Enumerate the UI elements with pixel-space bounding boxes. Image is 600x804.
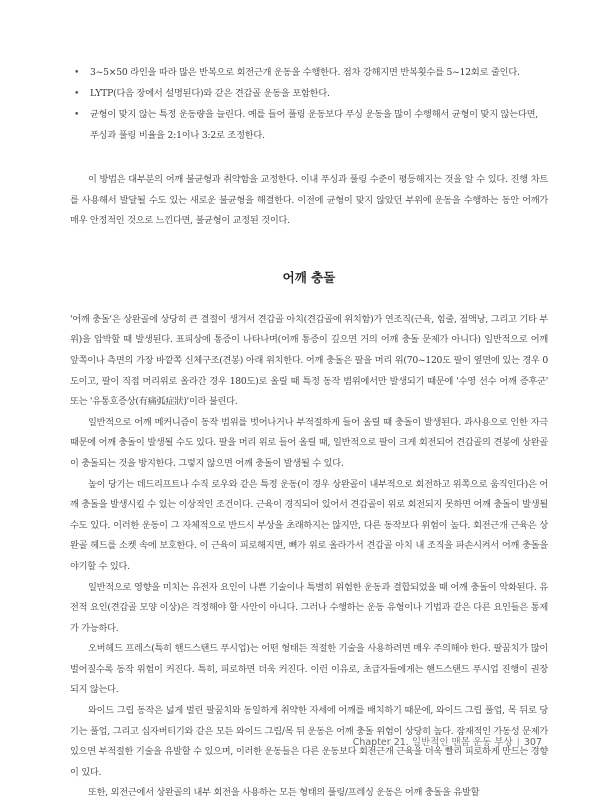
footer-chapter: Chapter 21. 일반적인 맨몸 운동 부상 — [352, 737, 513, 748]
page-number: 307 — [523, 737, 542, 748]
body-paragraph: '어깨 충돌'은 상완골에 상당히 큰 결절이 생겨서 견갑골 아치(견갑골에 위치함)가 연조직(근육, 힘줄, 점액낭, 그리고 기타 부위)을 압박할 때 발생된다. 표피상에 통증이 나타나며(어깨 통증이 깊으면 거의 어깨 충돌 문제가 아니다) 일반적으로 어깨 앞쪽이나 측면의 가장 바깥쪽 신체구조(견봉) 아래 위치한다. 어깨 충돌은 팔을 머리 위(70~120도 팔이 옆면에 있는 경우 0도이고, 팔이 직접 머리위로 올라간 경우 180도)로 올릴 때 특정 동작 범위에서만 발생되기 때문에 '수영 선수 어깨 증후군' 또는 '유통호증상(有痛弧症狀)'이라 불린다. — [70, 313, 548, 408]
bullet-item: • LYTP(다음 장에서 설명된다)와 같은 견갑골 운동을 포함한다. — [70, 83, 548, 104]
body-paragraph: 높이 당기는 데드리프트나 수직 로우와 같은 특정 운동(이 경우 상완골이 내부적으로 회전하고 위쪽으로 움직인다)은 어깨 충돌을 발생시킬 수 있는 이상적인 조건이다. 근육이 경직되어 있어서 견갑골이 위로 회전되지 못하면 어깨 충돌이 발생될 수도 있다. 이러한 운동이 그 자체적으로 반드시 부상을 초래하지는 않지만, 다른 동작보다 위험이 높다. 회전근개 근육은 상완골 헤드를 소켓 속에 보호한다. 이 근육이 피로해지면, 뼈가 위로 올라가서 견갑골 아치 내 조직을 파손시켜서 어깨 충돌을 야기할 수 있다. — [70, 478, 548, 572]
page-content — [70, 62, 548, 804]
section-title: 어깨 충돌 — [282, 269, 336, 285]
body-paragraph: 일반적으로 영향을 미치는 유전자 요인이 나쁜 기술이나 특별히 위험한 운동과 결합되었을 때 어깨 충돌이 악화된다. 유전적 요인(견갑골 모양 이상)은 걱정해야 할 사안이 아니다. 그러나 수행하는 운동 유형이나 기법과 같은 다른 요인들은 통제가 가능하다. — [70, 581, 548, 634]
page-footer — [353, 734, 542, 748]
body-paragraph: 와이드 그립 동작은 넓게 벌린 팔꿈치와 동일하게 취약한 자세에 어깨를 배치하기 때문에, 와이드 그립 풀업, 목 뒤로 당기는 풀업, 그리고 십자버티기와 같은 모든 와이드 그립/목 뒤 운동은 어깨 충돌 위험이 상당히 높다. 잠재적인 가동성 문제가 있으면 부적절한 기술을 유발할 수 있으며, 이러한 운동들은 다른 운동보다 회전근개 근육을 더욱 빨리 피로하게 만드는 경향이 있다. — [70, 705, 548, 778]
footer-separator: | — [516, 737, 520, 748]
bullet-list — [70, 62, 548, 146]
body-paragraph: 또한, 외전근에서 상완골의 내부 회전을 사용하는 모든 형태의 풀링/프레싱 운동은 어깨 충돌을 유발할 — [88, 787, 480, 799]
body-paragraph: 일반적으로 어깨 메커니즘이 동작 범위를 벗어나거나 부적절하게 들어 올릴 때 충돌이 발생된다. 과사용으로 인한 자극 때문에 어깨 충돌이 발생될 수도 있다. 팔을 머리 위로 들어 올릴 때, 일반적으로 팔이 크게 회전되어 견갑골의 견봉에 상완골이 충돌되는 것을 방지한다. 그렇지 않으면 어깨 충돌이 발생될 수 있다. — [70, 416, 548, 469]
intro-paragraph: 이 방법은 대부분의 어깨 불균형과 취약함을 교정한다. 이내 푸싱과 풀링 수준이 평등해지는 것을 알 수 있다. 진행 차트를 사용해서 발달될 수도 있는 새로운 불균형을 해결한다. 이전에 균형이 맞지 않았던 부위에 운동을 수행하는 동안 어깨가 매우 안정적인 것으로 느낀다면, 불균형이 교정된 것이다. — [70, 174, 548, 227]
body-paragraph: 오버헤드 프레스(특히 핸드스탠드 푸시업)는 어떤 형태든 적절한 기술을 사용하려면 매우 주의해야 한다. 팔꿈치가 많이 벌어질수록 동작 위험이 커진다. 특히, 피로하면 더욱 커진다. 이런 이유로, 초급자들에게는 핸드스탠드 푸시업 진행이 권장되지 않는다. — [70, 643, 548, 696]
bullet-item: • 균형이 맞지 않는 특정 운동량을 늘린다. 예를 들어 풀링 운동보다 푸싱 운동을 많이 수행해서 균형이 맞지 않는다면, 푸싱과 풀링 비율을 2:1이나 3:2로 조정한다. — [70, 104, 548, 146]
bullet-item: • 3~5×50 라인을 따라 많은 반복으로 회전근개 운동을 수행한다. 점차 강해지면 반복횟수를 5~12회로 줄인다. — [70, 62, 548, 83]
